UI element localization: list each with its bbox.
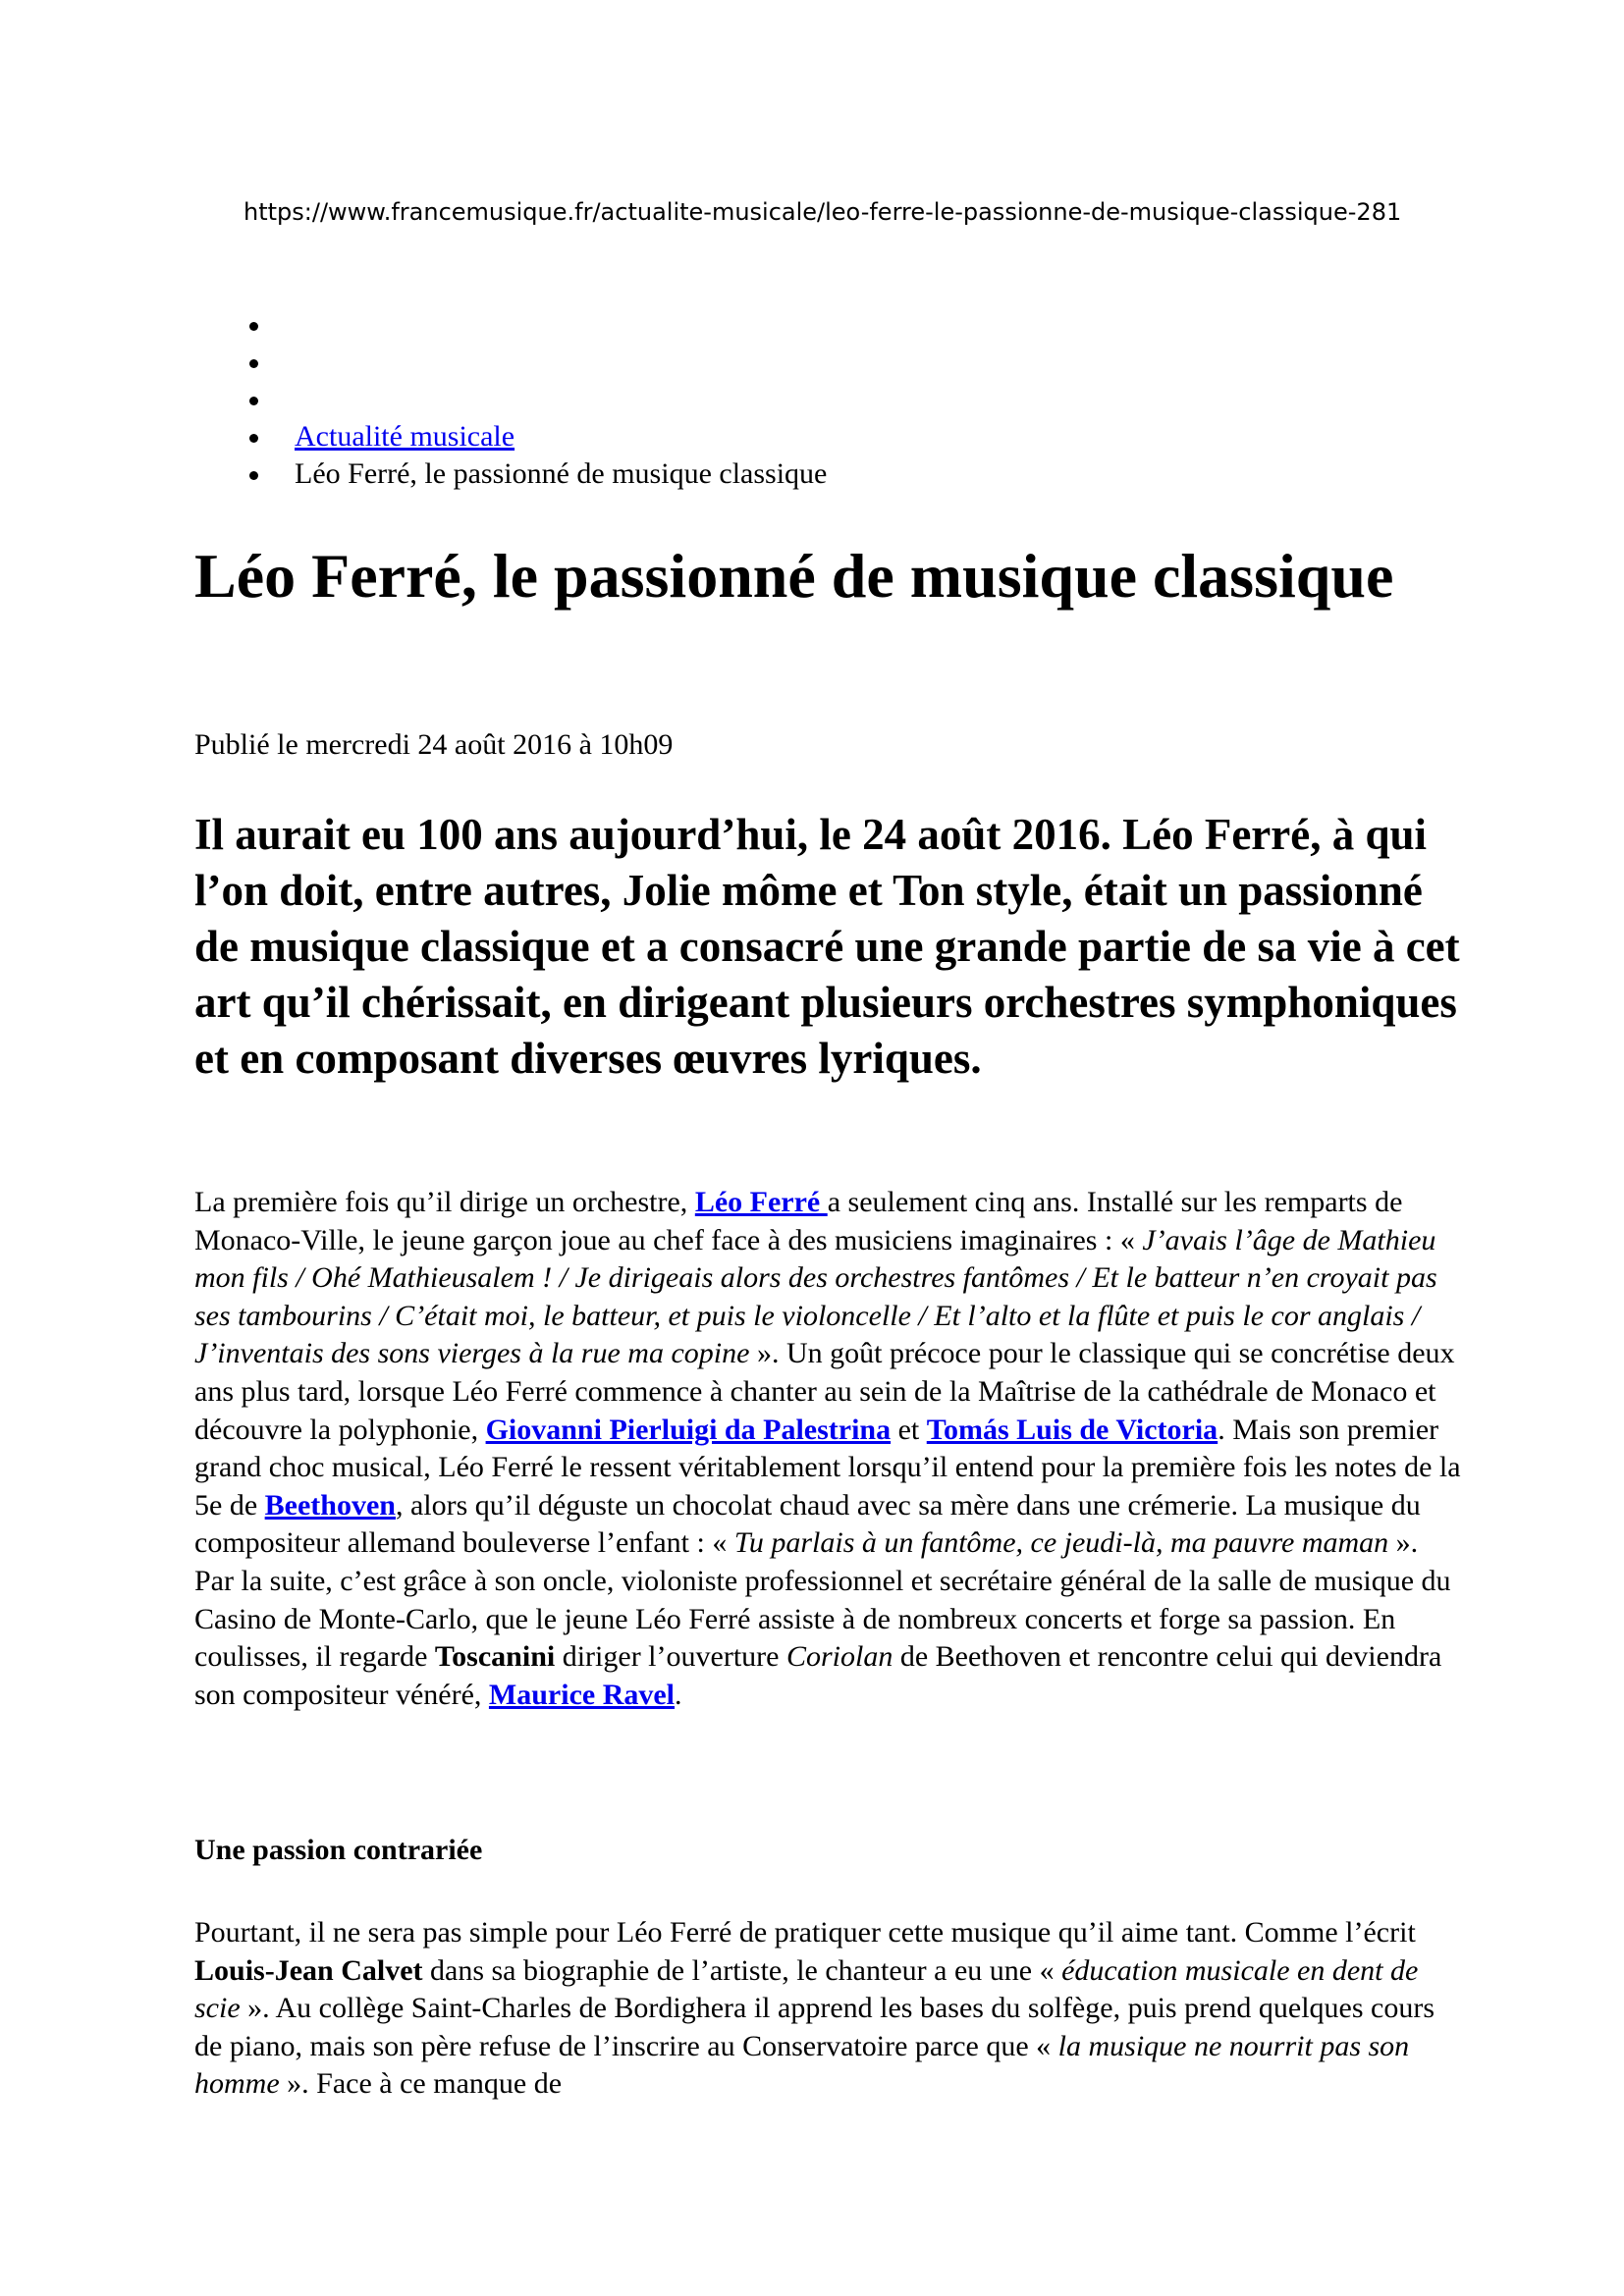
link-beethoven[interactable]: Beethoven [264,1488,396,1522]
breadcrumb-link-actualite-musicale[interactable]: Actualité musicale [295,420,515,453]
breadcrumb-current-label: Léo Ferré, le passionné de musique classique [295,457,828,490]
quote-education: éducation musicale en dent de scie [194,1953,1419,2025]
breadcrumb-item [244,381,827,418]
name-calvet: Louis-Jean Calvet [194,1953,423,1987]
link-victoria[interactable]: Tomás Luis de Victoria [926,1413,1218,1446]
article-title: Léo Ferré, le passionné de musique classique [194,541,1394,611]
article-paragraph-2: Pourtant, il ne sera pas simple pour Léo Ferré de pratiquer cette musique qu’il aime tant. Comme l’écrit Louis-Jean Calvet dans sa biographie de l’artiste, le chanteur a eu une « éducation musicale en dent de scie ». Au collège Saint-Charles de Bordighera il apprend les bases du solfège, puis prend quelques cours de piano, mais son père refuse de l’inscrire au Conservatoire parce que « la musique ne nourrit pas son homme ». Face à ce manque de [194,1916,1435,2101]
breadcrumb-item [244,344,827,381]
link-leo-ferre[interactable]: Léo Ferré [694,1186,828,1218]
link-palestrina[interactable]: Giovanni Pierluigi da Palestrina [485,1413,892,1446]
name-toscanini: Toscanini [434,1640,556,1674]
breadcrumb-item-actualite [244,418,827,455]
link-maurice-ravel[interactable]: Maurice Ravel [488,1678,676,1711]
section-heading: Une passion contrariée [194,1834,483,1866]
breadcrumb-item [244,306,827,344]
publish-date: Publié le mercredi 24 août 2016 à 10h09 [194,728,674,761]
quote-mathieusalem: J’avais l’âge de Mathieu mon fils / Ohé Mathieusalem ! / Je dirigeais alors des orchestres fantômes / Et le batteur n’en croyait pas ses tambourins / C’était moi, le batteur, et puis le violoncelle / Et l’alto et la flûte et puis le cor anglais / J’inventais des sons vierges à la rue ma copine [194,1223,1437,1370]
article-paragraph-1: La première fois qu’il dirige un orchestre, Léo Ferré a seulement cinq ans. Installé sur les remparts de Monaco-Ville, le jeune garçon joue au chef face à des musiciens imaginaires : « J’avais l’âge de Mathieu mon fils / Ohé Mathieusalem ! / Je dirigeais alors des orchestres fantômes / Et le batteur n’en croyait pas ses tambourins / C’était moi, le batteur, et puis le violoncelle / Et l’alto et la flûte et puis le cor anglais / J’inventais des sons vierges à la rue ma copine ». Un goût précoce pour le classique qui se concrétise deux ans plus tard, lorsque Léo Ferré commence à chanter au sein de la Maîtrise de la cathédrale de Monaco et découvre la polyphonie, Giovanni Pierluigi da Palestrina et Tomás Luis de Victoria. Mais son premier grand choc musical, Léo Ferré le ressent véritablement lorsqu’il entend pour la première fois les notes de la 5e de Beethoven, alors qu’il déguste un chocolat chaud avec sa mère dans une crémerie. La musique du compositeur allemand bouleverse l’enfant : « Tu parlais à un fantôme, ce jeudi-là, ma pauvre maman ». Par la suite, c’est grâce à son oncle, violoniste professionnel et secrétaire général de la salle de musique du Casino de Monte-Carlo, que le jeune Léo Ferré assiste à de nombreux concerts et forge sa passion. En coulisses, il regarde Toscanini diriger l’ouverture Coriolan de Beethoven et rencontre celui qui deviendra son compositeur vénéré, Maurice Ravel. [194,1186,1461,1711]
breadcrumb-item-current [244,455,827,493]
quote-musique-nourrit: la musique ne nourrit pas son homme [194,2029,1410,2101]
source-url: https://www.francemusique.fr/actualite-musicale/leo-ferre-le-passionne-de-musique-classique-281 [244,198,1402,226]
quote-fantome: Tu parlais à un fantôme, ce jeudi-là, ma pauvre maman [733,1526,1389,1560]
work-coriolan: Coriolan [785,1640,893,1674]
article-lead: Il aurait eu 100 ans aujourd’hui, le 24 août 2016. Léo Ferré, à qui l’on doit, entre autres, Jolie môme et Ton style, était un passionné de musique classique et a consacré une grande partie de sa vie à cet art qu’il chérissait, en dirigeant plusieurs orchestres symphoniques et en composant diverses œuvres lyriques. [194,810,1460,1083]
breadcrumb [244,306,827,493]
